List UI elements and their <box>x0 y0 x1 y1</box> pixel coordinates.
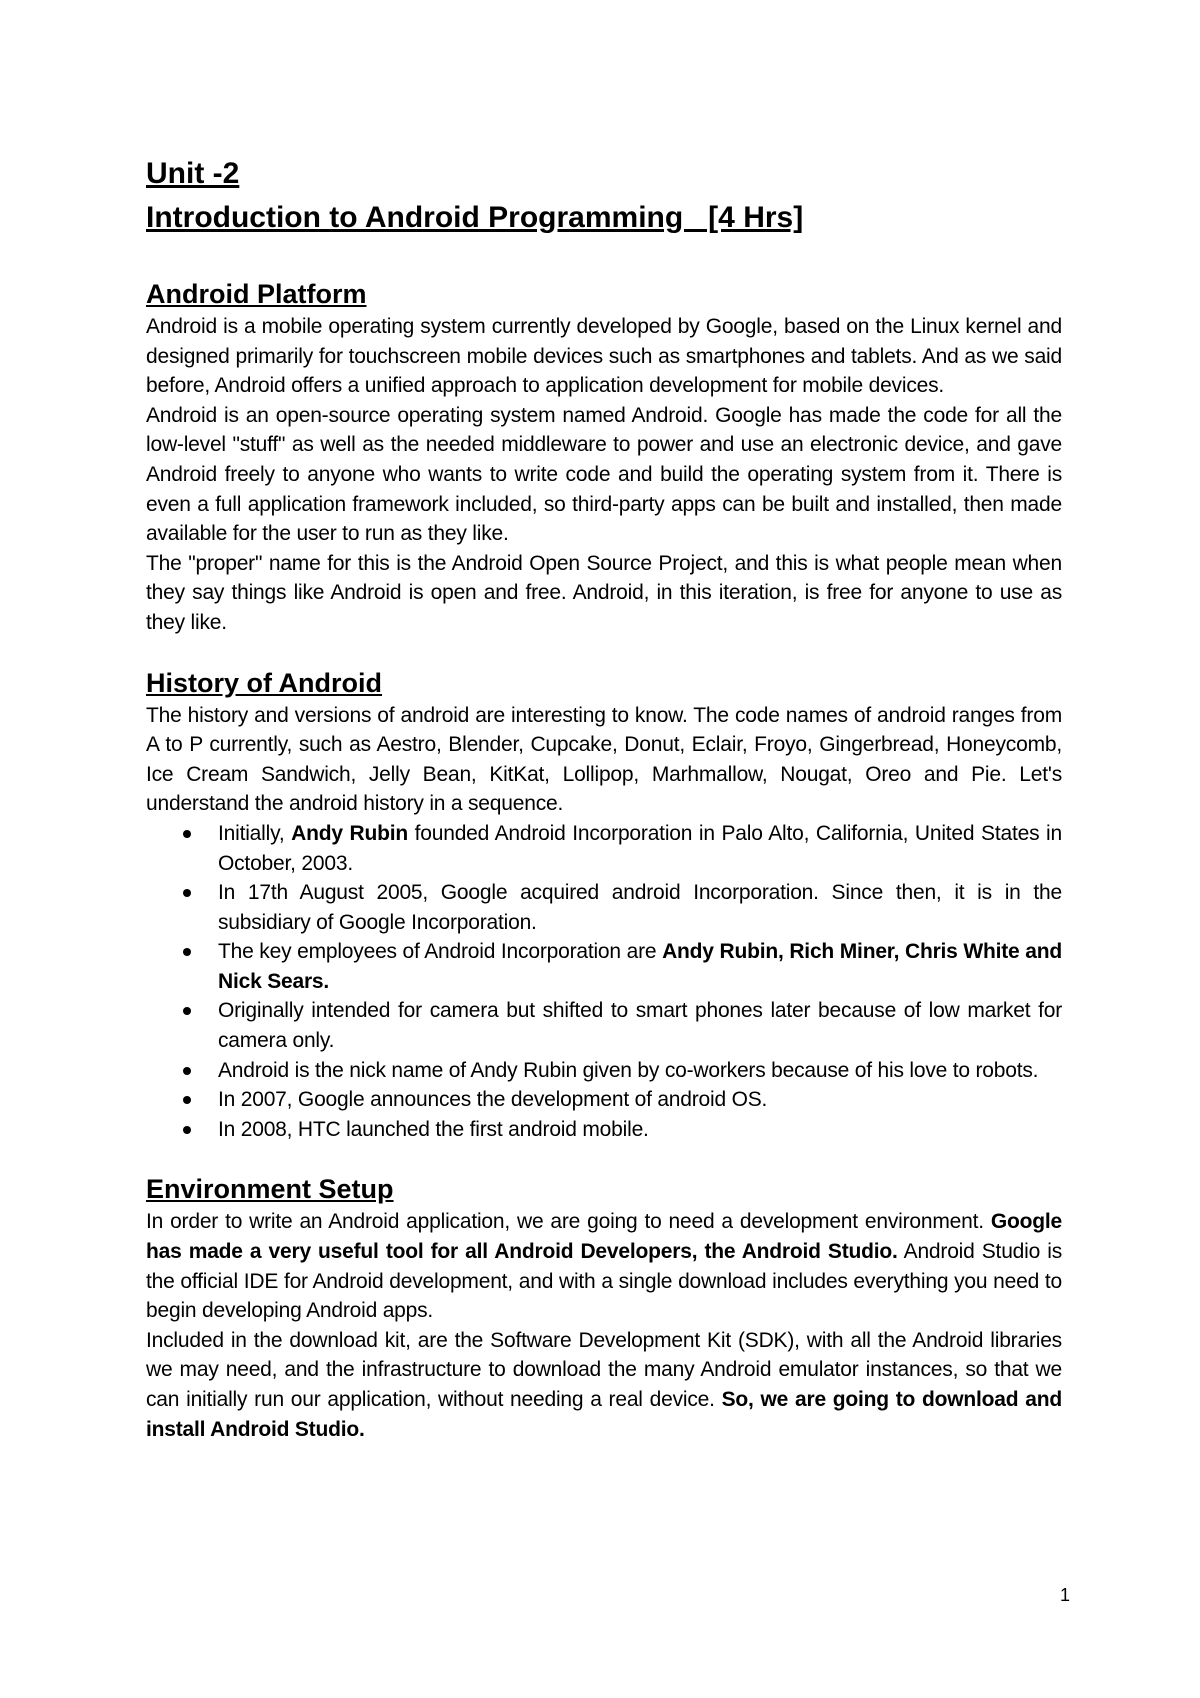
bullet-icon <box>183 1096 191 1104</box>
environment-setup-heading: Environment Setup <box>146 1174 394 1205</box>
history-heading: History of Android <box>146 667 382 698</box>
course-title: Introduction to Android Programming [4 Hrs] <box>146 201 804 234</box>
android-platform-heading: Android Platform <box>146 279 367 309</box>
environment-paragraph-2: Included in the download kit, are the Software Development Kit (SDK), with all the Android libraries we may need, and the infrastructure to download the many Android emulator instances, so that we can initially run our application, without needing a real device. So, we are going to download and install Android Studio. <box>146 1328 1062 1441</box>
list-item: Initially, Andy Rubin founded Android Incorporation in Palo Alto, California, United States in October, 2003. <box>146 819 1062 878</box>
history-list <box>146 819 1062 1145</box>
bullet-icon <box>183 1007 191 1015</box>
list-item: Originally intended for camera but shifted to smart phones later because of low market for camera only. <box>146 996 1062 1055</box>
list-item: In 2008, HTC launched the first android mobile. <box>146 1115 1062 1145</box>
list-item: The key employees of Android Incorporation are Andy Rubin, Rich Miner, Chris White and Nick Sears. <box>146 937 1062 996</box>
bullet-icon <box>183 1067 191 1075</box>
bullet-icon <box>183 830 191 838</box>
unit-title: Unit -2 <box>146 157 240 190</box>
page-content <box>146 152 1062 1444</box>
platform-paragraph-2: Android is an open-source operating system named Android. Google has made the code for all the low-level "stuff" as well as the needed middleware to power and use an electronic device, and gave Android freely to anyone who wants to write code and build the operating system from it. There is even a full application framework included, so third-party apps can be built and installed, then made available for the user to run as they like. <box>146 403 1062 546</box>
bullet-icon <box>183 1126 191 1134</box>
page-number: 1 <box>1059 1585 1070 1605</box>
list-item: In 2007, Google announces the development of android OS. <box>146 1085 1062 1115</box>
platform-paragraph-3: The "proper" name for this is the Android Open Source Project, and this is what people mean when they say things like Android is open and free. Android, in this iteration, is free for anyone to use as they like. <box>146 551 1062 634</box>
history-intro: The history and versions of android are interesting to know. The code names of android ranges from A to P currently, such as Aestro, Blender, Cupcake, Donut, Eclair, Froyo, Gingerbread, Honeycomb, Ice Cream Sandwich, Jelly Bean, KitKat, Lollipop, Marhmallow, Nougat, Oreo and Pie. Let's understand the android history in a sequence. <box>146 703 1062 816</box>
list-item: Android is the nick name of Andy Rubin given by co-workers because of his love to robots. <box>146 1056 1062 1086</box>
platform-paragraph-1: Android is a mobile operating system currently developed by Google, based on the Linux kernel and designed primarily for touchscreen mobile devices such as smartphones and tablets. And as we said before, Android offers a unified approach to application development for mobile devices. <box>146 315 1062 398</box>
bullet-icon <box>183 889 191 897</box>
bullet-icon <box>183 948 191 956</box>
environment-paragraph-1: In order to write an Android application, we are going to need a development environment. Google has made a very useful tool for all Android Developers, the Android Studio. Android Studio is the official IDE for Android development, and with a single download includes everything you need to begin developing Android apps. <box>146 1210 1062 1323</box>
list-item: In 17th August 2005, Google acquired android Incorporation. Since then, it is in the subsidiary of Google Incorporation. <box>146 878 1062 937</box>
